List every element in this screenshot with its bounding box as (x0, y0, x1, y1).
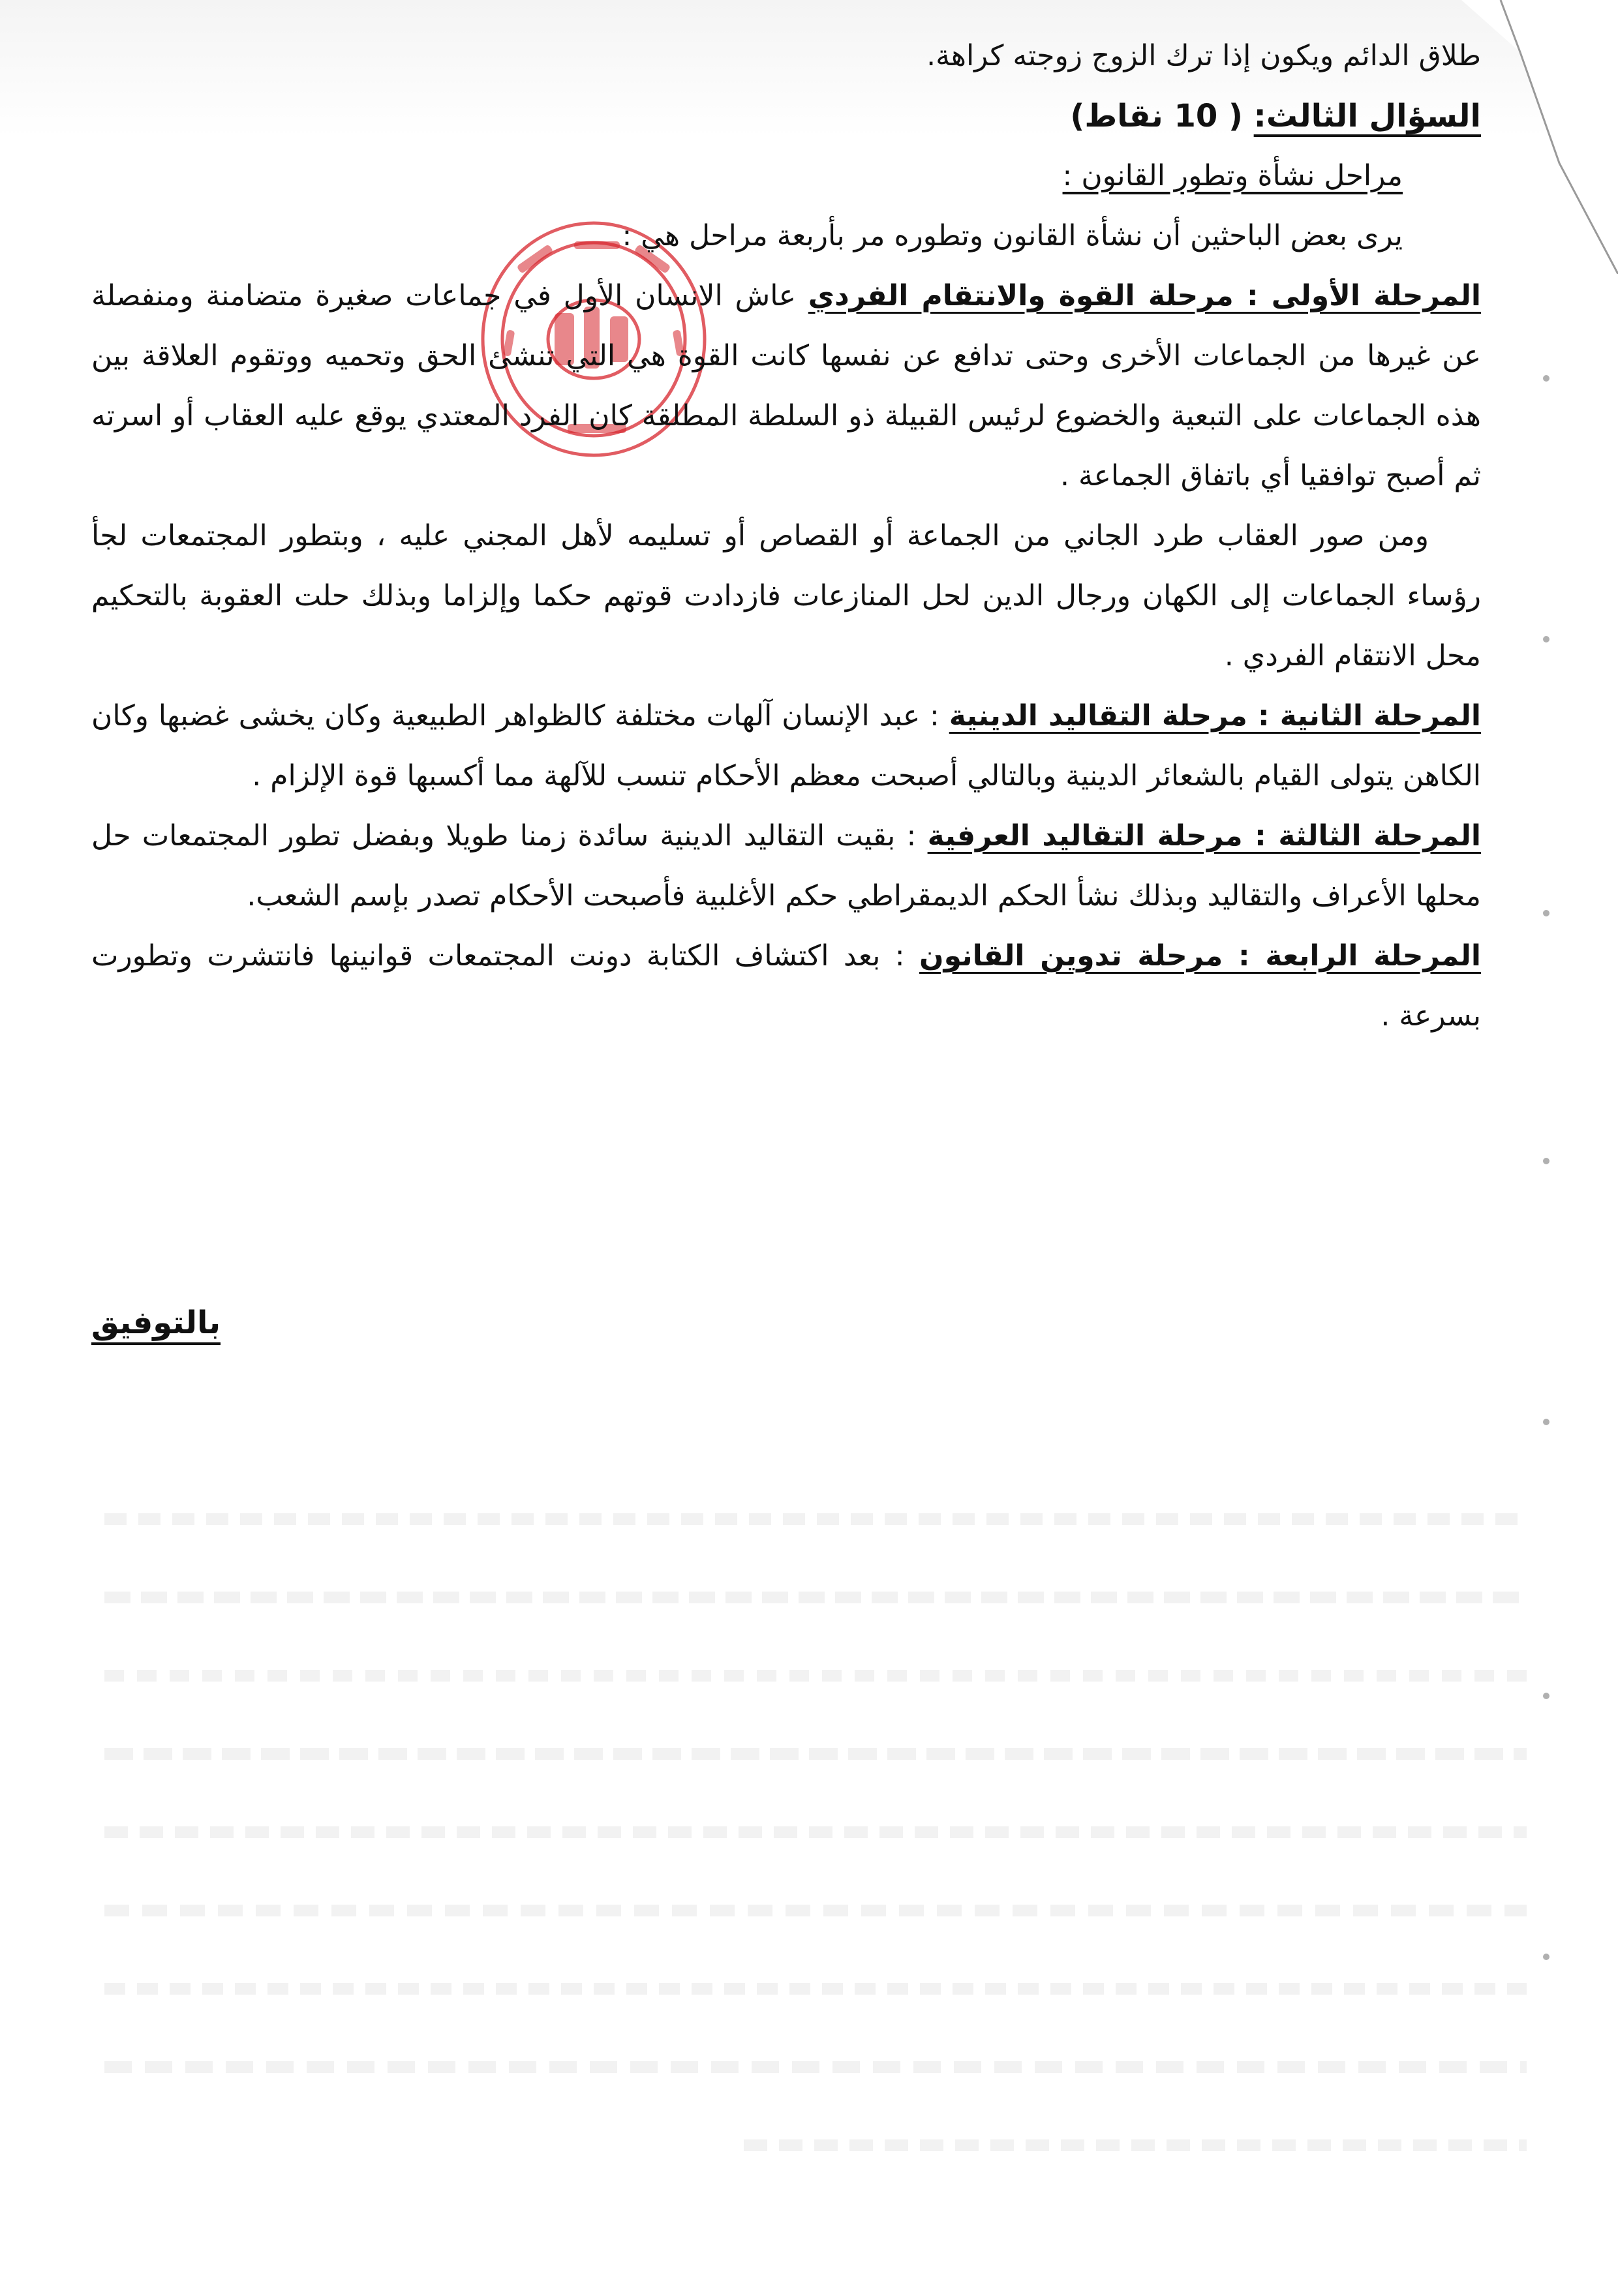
stage-1-continuation: ومن صور العقاب طرد الجاني من الجماعة أو القصاص أو تسليمه لأهل المجني عليه ، وبتطور المجتمعات لجأ رؤساء الجماعات إلى الكهان ورجال الدين لحل المنازعات فازدادت قوتهم حكما وإلزاما وبذلك حلت العقوبة بالتحكيم محل الانتقام الفردي . (91, 519, 1481, 672)
exam-answer-page (91, 26, 1481, 1396)
top-line: طلاق الدائم ويكون إذا ترك الزوج زوجته كراهة. (926, 39, 1481, 72)
stage-1-text: عاش الانسان الأول في جماعات صغيرة متضامنة ومنفصلة عن غيرها من الجماعات الأخرى وحتى تدافع عن نفسها كانت القوة هي التي تنشئ الحق وتحميه ووتقوم العلاقة بين هذه الجماعات على التبعية والخضوع لرئيس القبيلة ذو السلطة المطلقة كان الفرد المعتدي يوقع عليه العقاب أو اسرته ثم أصبح توافقيا أي باتفاق الجماعة . (91, 279, 1481, 492)
stage-4-text: : بعد اكتشاف الكتابة دونت المجتمعات قوانينها فانتشرت وتطورت بسرعة . (91, 939, 1481, 1033)
margin-marks (1520, 339, 1572, 2296)
stage-3-text: : بقيت التقاليد الدينية سائدة زمنا طويلا وبفضل تطور المجتمعات حل محلها الأعراف والتقاليد وبذلك نشأ الحكم الديمقراطي حكم الأغلبية فأصبحت الأحكام تصدر بإسم الشعب. (91, 819, 1481, 913)
question-title: السؤال الثالث: (1253, 98, 1481, 134)
stage-4 (91, 926, 1481, 1046)
stage-1 (91, 266, 1481, 506)
question-header (91, 86, 1481, 146)
stage-3-title: المرحلة الثالثة : مرحلة التقاليد العرفية (927, 819, 1481, 853)
question-points: ( 10 نقاط) (1070, 98, 1243, 134)
section-heading (91, 146, 1481, 206)
section-heading-text: مراحل نشأة وتطور القانون : (1062, 159, 1403, 192)
stage-2-title: المرحلة الثانية : مرحلة التقاليد الدينية (949, 699, 1481, 733)
closing-wish: بالتوفيق (91, 1305, 221, 1341)
stage-2-text: : عبد الإنسان آلهات مختلفة كالظواهر الطبيعية وكان يخشى غضبها وكان الكاهن يتولى القيام بالشعائر الدينية وبالتالي أصبحت معظم الأحكام تنسب للآلهة مما أكسبها قوة الإلزام . (91, 699, 1481, 793)
stage-4-title: المرحلة الرابعة : مرحلة تدوين القانون (919, 939, 1481, 973)
stage-3 (91, 806, 1481, 926)
intro-paragraph: يرى بعض الباحثين أن نشأة القانون وتطوره مر بأربعة مراحل هي : (622, 219, 1403, 252)
torn-corner (1461, 0, 1618, 274)
stage-2 (91, 686, 1481, 806)
stage-1-title: المرحلة الأولى : مرحلة القوة والانتقام الفردي (808, 279, 1481, 312)
